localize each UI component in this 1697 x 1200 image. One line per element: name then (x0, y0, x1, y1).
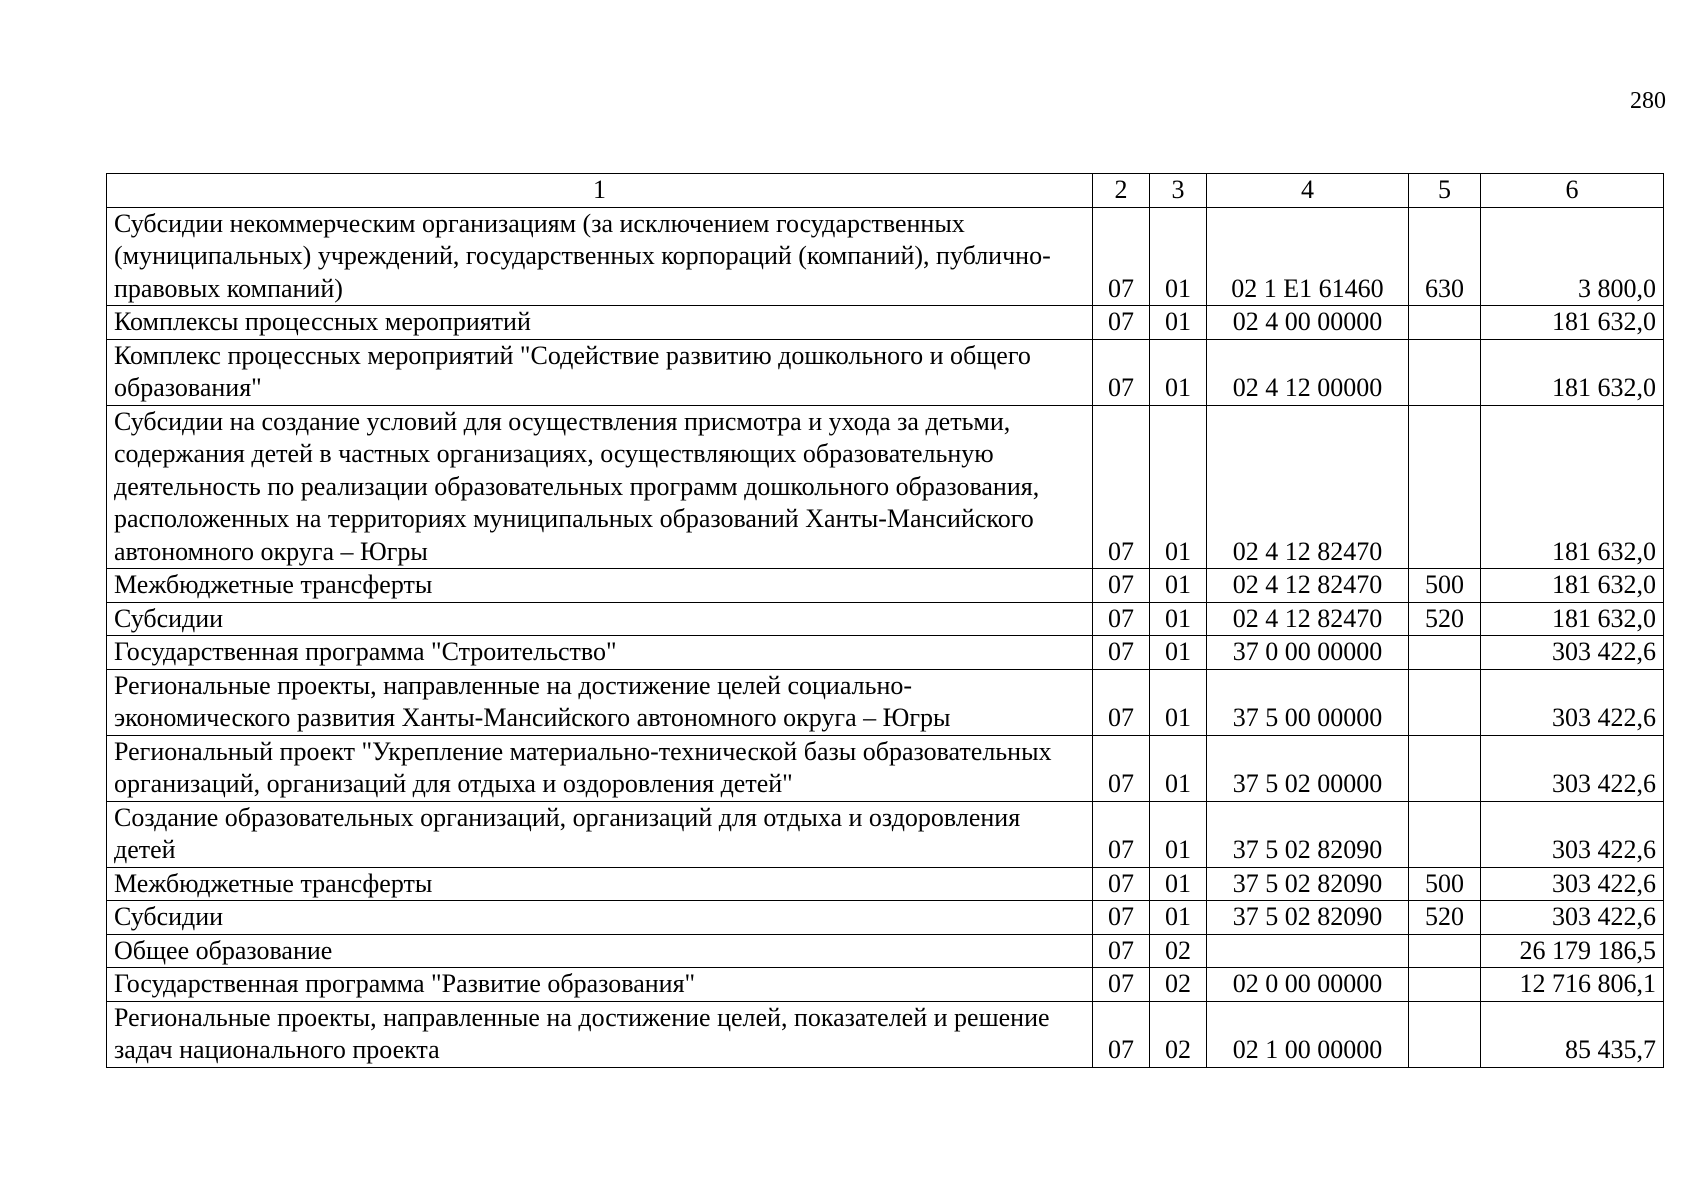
table-row (107, 602, 1664, 636)
table-row (107, 934, 1664, 968)
table-row (107, 207, 1664, 306)
cell-subsection: 02 (1150, 968, 1207, 1002)
cell-amount: 181 632,0 (1481, 306, 1664, 340)
cell-expense-type (1409, 669, 1481, 735)
cell-target-article: 37 0 00 00000 (1207, 636, 1409, 670)
cell-amount: 181 632,0 (1481, 569, 1664, 603)
cell-subsection: 01 (1150, 636, 1207, 670)
cell-name: Субсидии на создание условий для осуществления присмотра и ухода за детьми, содержания детей в частных организациях, осуществляющих образовательную деятельность по реализации образовательных программ дошкольного образования, расположенных на территориях муниципальных образований Ханты-Мансийского автономного округа – Югры (107, 405, 1093, 569)
cell-subsection: 01 (1150, 569, 1207, 603)
table-row (107, 801, 1664, 867)
cell-target-article (1207, 934, 1409, 968)
table-row (107, 735, 1664, 801)
cell-subsection: 02 (1150, 1001, 1207, 1067)
table-row (107, 306, 1664, 340)
cell-target-article: 02 4 00 00000 (1207, 306, 1409, 340)
cell-expense-type (1409, 306, 1481, 340)
cell-expense-type: 630 (1409, 207, 1481, 306)
cell-subsection: 01 (1150, 207, 1207, 306)
cell-amount: 303 422,6 (1481, 636, 1664, 670)
cell-target-article: 02 4 12 82470 (1207, 569, 1409, 603)
cell-target-article: 02 4 12 82470 (1207, 405, 1409, 569)
cell-amount: 181 632,0 (1481, 602, 1664, 636)
table-body (107, 207, 1664, 1067)
cell-target-article: 37 5 02 00000 (1207, 735, 1409, 801)
cell-name: Региональные проекты, направленные на достижение целей, показателей и решение задач национального проекта (107, 1001, 1093, 1067)
cell-target-article: 37 5 00 00000 (1207, 669, 1409, 735)
cell-subsection: 01 (1150, 801, 1207, 867)
cell-section: 07 (1093, 735, 1150, 801)
cell-section: 07 (1093, 801, 1150, 867)
cell-name: Субсидии некоммерческим организациям (за исключением государственных (муниципальных) учреждений, государственных корпораций (компаний), публично-правовых компаний) (107, 207, 1093, 306)
cell-target-article: 37 5 02 82090 (1207, 801, 1409, 867)
cell-amount: 303 422,6 (1481, 801, 1664, 867)
cell-amount: 303 422,6 (1481, 669, 1664, 735)
cell-section: 07 (1093, 636, 1150, 670)
cell-section: 07 (1093, 867, 1150, 901)
cell-subsection: 01 (1150, 867, 1207, 901)
cell-name: Общее образование (107, 934, 1093, 968)
cell-amount: 3 800,0 (1481, 207, 1664, 306)
table-row (107, 569, 1664, 603)
header-col-5: 5 (1409, 174, 1481, 208)
cell-expense-type (1409, 801, 1481, 867)
header-col-1: 1 (107, 174, 1093, 208)
header-col-4: 4 (1207, 174, 1409, 208)
cell-target-article: 37 5 02 82090 (1207, 867, 1409, 901)
cell-target-article: 02 4 12 00000 (1207, 339, 1409, 405)
page-number: 280 (1630, 88, 1666, 114)
cell-expense-type (1409, 405, 1481, 569)
cell-target-article: 37 5 02 82090 (1207, 901, 1409, 935)
cell-expense-type (1409, 1001, 1481, 1067)
cell-subsection: 01 (1150, 339, 1207, 405)
table-row (107, 968, 1664, 1002)
cell-subsection: 01 (1150, 602, 1207, 636)
cell-target-article: 02 1 00 00000 (1207, 1001, 1409, 1067)
cell-amount: 26 179 186,5 (1481, 934, 1664, 968)
table-header-row (107, 174, 1664, 208)
cell-subsection: 02 (1150, 934, 1207, 968)
cell-section: 07 (1093, 901, 1150, 935)
cell-section: 07 (1093, 602, 1150, 636)
cell-amount: 303 422,6 (1481, 867, 1664, 901)
cell-expense-type (1409, 968, 1481, 1002)
cell-name: Комплекс процессных мероприятий "Содействие развитию дошкольного и общего образования" (107, 339, 1093, 405)
cell-subsection: 01 (1150, 669, 1207, 735)
cell-target-article: 02 4 12 82470 (1207, 602, 1409, 636)
cell-name: Региональные проекты, направленные на достижение целей социально-экономического развития Ханты-Мансийского автономного округа – Югры (107, 669, 1093, 735)
cell-section: 07 (1093, 1001, 1150, 1067)
cell-name: Субсидии (107, 602, 1093, 636)
cell-name: Межбюджетные трансферты (107, 867, 1093, 901)
cell-name: Комплексы процессных мероприятий (107, 306, 1093, 340)
cell-amount: 12 716 806,1 (1481, 968, 1664, 1002)
cell-section: 07 (1093, 207, 1150, 306)
table-row (107, 867, 1664, 901)
cell-expense-type (1409, 934, 1481, 968)
cell-section: 07 (1093, 934, 1150, 968)
cell-expense-type (1409, 735, 1481, 801)
cell-expense-type: 500 (1409, 569, 1481, 603)
cell-section: 07 (1093, 405, 1150, 569)
header-col-3: 3 (1150, 174, 1207, 208)
cell-subsection: 01 (1150, 901, 1207, 935)
table-row (107, 339, 1664, 405)
cell-subsection: 01 (1150, 735, 1207, 801)
cell-name: Создание образовательных организаций, организаций для отдыха и оздоровления детей (107, 801, 1093, 867)
cell-name: Субсидии (107, 901, 1093, 935)
cell-name: Государственная программа "Развитие образования" (107, 968, 1093, 1002)
cell-amount: 303 422,6 (1481, 901, 1664, 935)
cell-section: 07 (1093, 669, 1150, 735)
cell-section: 07 (1093, 306, 1150, 340)
table-row (107, 405, 1664, 569)
cell-subsection: 01 (1150, 405, 1207, 569)
cell-section: 07 (1093, 569, 1150, 603)
cell-expense-type: 520 (1409, 901, 1481, 935)
header-col-2: 2 (1093, 174, 1150, 208)
cell-name: Региональный проект "Укрепление материально-технической базы образовательных организаций, организаций для отдыха и оздоровления детей" (107, 735, 1093, 801)
cell-section: 07 (1093, 339, 1150, 405)
header-col-6: 6 (1481, 174, 1664, 208)
cell-name: Межбюджетные трансферты (107, 569, 1093, 603)
cell-amount: 181 632,0 (1481, 339, 1664, 405)
cell-target-article: 02 1 Е1 61460 (1207, 207, 1409, 306)
cell-expense-type: 520 (1409, 602, 1481, 636)
cell-target-article: 02 0 00 00000 (1207, 968, 1409, 1002)
cell-expense-type (1409, 636, 1481, 670)
table-row (107, 669, 1664, 735)
cell-subsection: 01 (1150, 306, 1207, 340)
cell-amount: 303 422,6 (1481, 735, 1664, 801)
cell-amount: 85 435,7 (1481, 1001, 1664, 1067)
cell-amount: 181 632,0 (1481, 405, 1664, 569)
cell-expense-type: 500 (1409, 867, 1481, 901)
cell-expense-type (1409, 339, 1481, 405)
budget-table (106, 173, 1664, 1068)
table-row (107, 901, 1664, 935)
cell-name: Государственная программа "Строительство" (107, 636, 1093, 670)
cell-section: 07 (1093, 968, 1150, 1002)
table-row (107, 636, 1664, 670)
table-row (107, 1001, 1664, 1067)
